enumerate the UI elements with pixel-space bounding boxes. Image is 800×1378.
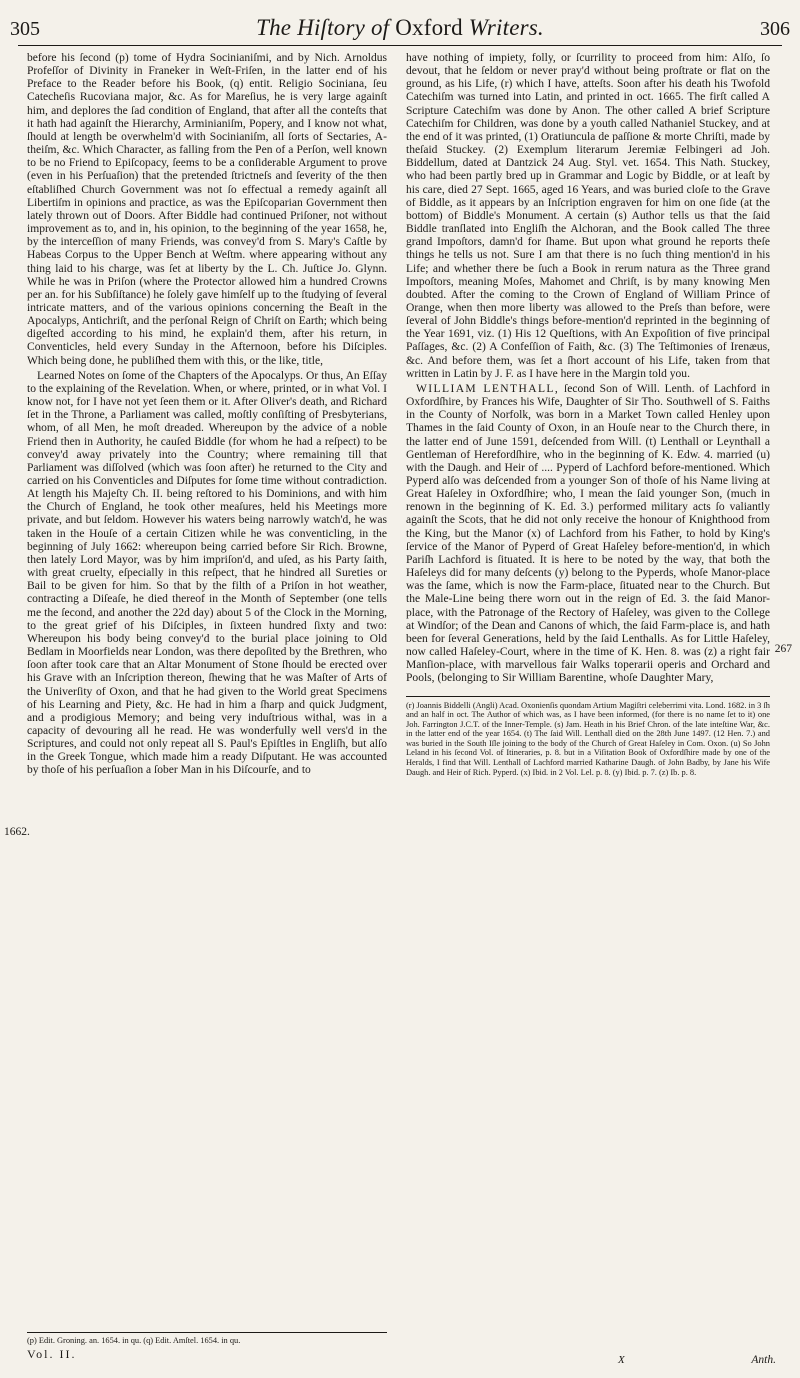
left-paragraph-1: before his ſecond (p) tome of Hydra Socinianiſmi, and by Nich. Arnoldus Profeſſor of Divinity in Franeker in Weſt-Friſen, in the latter end of his Preface to the Reader before his Book, (q) entit. Religio Sociniana, ſeu Catecheſis Rucoviana major, &c. As for Mareſius, he is very large againſt him, and deplores the ſad condition of England, that after all the conteſts that it hath had againſt the Hierarchy, Arminianiſm, Popery, and I know not what, ſhould at length be overwhelm'd with Socinianiſm, all ſorts of Sectaries, A-theiſm, &c. Which Character, as falling from the Pen of a Perſon, well known to be no Friend to Epiſcopacy, ſeems to be a conſiderable Argument to prove (even in his Perſuaſion) that the pretended ſtrictneſs and ſeverity of the then eſtabliſhed Church Government was not ſo effectual a remedy againſt all Libertiſm in opinions and practice, as was the Epiſcoparian Government then lately thrown out of Doors. After Biddle had continued Priſoner, not without improvement as to, and in, his opinion, to the beginning of the year 1658, he, by the interceſſion of many Friends, was convey'd from S. Mary's Caſtle by Habeas Corpus to the Upper Bench at Weſtm. where appearing without any thing laid to his charge, was ſet at liberty by the L. Ch. Juſtice Jo. Glynn. While he was in Priſon (where the Protector allowed him a hundred Crowns per an. for his Subſiſtance) he ſolely gave himſelf up to the ſtudying of ſeveral intricate matters, and of the various opinions concerning the Beaſt in the Apocalyps, Antichriſt, and the perſonal Reign of Chriſt on Earth; which being digeſted according to his mind, he explain'd them, after his return, in Conventicles, held every Sunday in the Afternoon, before his Diſciples. Which being done, he publiſhed them with this, or the like, title, <box>27 52 387 367</box>
left-footnote-rule <box>27 1332 387 1333</box>
left-footer <box>27 1332 387 1362</box>
left-footnote: (p) Edit. Groning. an. 1654. in qu. (q) Edit. Amſtel. 1654. in qu. <box>27 1336 241 1345</box>
running-title-part3: Writers. <box>462 15 544 40</box>
running-title <box>0 15 800 41</box>
running-title-part2: Oxford <box>395 15 463 40</box>
volume-signature: Vol. II. <box>27 1346 77 1361</box>
right-footnotes: (r) Joannis Biddelli (Angli) Acad. Oxonienſis quondam Artium Magiſtri celeberrimi vita. Lond. 1682. in 3 ſh and an half in oct. The Author of which was, as I have been informed, (for there is no name ſet to it) one Joh. Farrington J.C.T. of the Inner-Temple. (s) Jam. Heath in his Brief Chron. of the late inteſtine War, &c. in the latter end of the year 1654. (t) The ſaid Will. Lenthall died on the 28th June 1497. (12 Hen. 7.) and was buried in the South Iſle joining to the body of the Church of Great Haſeley in Com. Oxon. (u) So John Leland in his ſecond Vol. of Itineraries, p. 8. but in a Viſitation Book of Oxfordſhire made by one of the Heralds, I find that Will. Lenthall of Lachford married Katharine Daugh. of John Badby, by Jane his Wife Daugh. and Heir of Rich. Pyperd. (x) Ibid. in 2 Vol. Lel. p. 8. (y) Ibid. p. 7. (z) Ib. p. 8. <box>406 700 770 777</box>
entry-heading-text: ſecond Son of Will. Lenth. of Lachford in Oxfordſhire, by Frances his Wife, Daughter of Sir Tho. Southwell of S. Faiths in the County of Norfolk, was born in a Market Town called Henley upon Thames in the ſaid County of Oxon, in an Houſe near to the Church there, in the latter end of June 1591, deſcended from Will. (t) Lenthall or Leynthall a Gentleman of Herefordſhire, who in the beginning of K. Edw. 4. married (u) with the Daugh. and Heir of .... Pyperd of Lachford before-mentioned. Which Pyperd alſo was deſcended from a younger Son of thoſe of his Name living at Great Haſeley in Oxfordſhire; who, I mean the ſaid younger Son, (much in renown in the beginning of K. Ed. 3.) performed military acts ſo valiantly againſt the Scots, that he did not only receive the honour of Knighthood from the King, but the Manor (x) of Lachford from his Father, to hold by King's ſervice of the Manor of Pyperd of Great Haſeley before-mention'd, in which Pariſh Lachford is ſituated. It is here to be noted by the way, that both the Haſeleys did for many deſcents (y) belong to the Pyperds, whoſe Manor-place was the ſame, which is now the Farm-place, ſituated near to the Church. But the Male-Line being there worn out in the reign of Ed. 3. the ſaid Manor-place, with the Patronage of the Rectory of Haſeley, was given to the College at Windſor; of the Dean and Canons of which, the ſaid Farm-place is, and hath been for ſeveral Generations, held by the ſaid Lenthalls. As for Little Haſeley, now called Haſeley-Court, where in the time of K. Hen. 8. was (z) a right fair Manſion-place, with marvellous fair Walks toperarii operis and Orchard and Pools, (belonging to Sir William Barentine, whoſe Daughter Mary, <box>406 382 770 685</box>
left-column <box>27 52 387 780</box>
signature-mark: X <box>618 1354 625 1366</box>
catchword: Anth. <box>751 1354 776 1366</box>
running-title-part1: The Hiſtory of <box>256 15 396 40</box>
entry-heading <box>406 383 770 686</box>
right-footnote-rule <box>406 696 770 697</box>
page-number-left: 305 <box>10 18 40 40</box>
left-paragraph-2: Learned Notes on ſome of the Chapters of the Apocalyps. Or thus, An Eſſay to the explaining of the Revelation. When, or where, printed, or in what Vol. I know not, for I have not yet ſeen them or it. After Oliver's death, and Richard ſet in the Throne, a Parliament was called, moſtly conſiſting of Presbyterians, whom, of all Men, he moſt dreaded. Whereupon by the advice of a noble Friend then in Authority, he cauſed Biddle (for whom he had a reſpect) to be convey'd away privately into the Country; where remaining till that Parliament was diſſolved (which was ſoon after) he returned to the City and carried on his Conventicles and Diſputes for ſome time without contradiction. At length his Majeſty Ch. II. being reſtored to his Dominions, and with him the Church of England, he took other meaſures, held his Meetings more private, and but ſeldom. However his waters being narrowly watch'd, he was taken in the Houſe of a certain Citizen while he was conventicling, in the beginning of July 1662: whereupon being carried before Sir Rich. Browne, then lately Lord Mayor, was by him impriſon'd, and uſed, as his Party ſaith, with great cruelty, eſpecially in this reſpect, that he hindred all Sureties or Bail to be given for him. So that by the filth of a Priſon in hot weather, contracting a Diſeaſe, he died thereof in the Month of September (one tells me the ſecond, and another the 22d day) about 5 of the Clock in the Morning, to the great grief of his Diſciples, in ſixteen hundred ſixty and two: Whereupon his body being convey'd to the burial place joining to Old Bedlam in Moorfields near London, was there depoſited by the Brethren, who ſoon after took care that an Altar Monument of Stone ſhould be erected over his Grave with an Inſcription thereon, ſhewing that he was Maſter of Arts of the Univerſity of Oxon, and that he had given to the World great Specimens of his Learning and Piety, &c. He had in him a ſharp and quick Judgment, and a prodigious Memory; and being very induſtrious withal, was in a capacity of devouring all he read. He was wonderfully well vers'd in the Scriptures, and could not only repeat all S. Paul's Epiſtles in Engliſh, but alſo in the Greek Tongue, which made him a ready Diſputant. He was accounted by thoſe of his perſuaſion a ſober Man in his Diſcourſe, and to <box>27 369 387 777</box>
right-column <box>406 52 770 777</box>
head-rule <box>18 45 782 46</box>
margin-note-year: 1662. <box>4 826 30 838</box>
entry-heading-name: WILLIAM LENTHALL, <box>416 382 560 395</box>
right-paragraph-1: have nothing of impiety, folly, or ſcurrility to proceed from him: Alſo, ſo devout, that he ſeldom or never pray'd without being proſtrate or flat on the ground, as his Life, (r) which I have, atteſts. Soon after his death his Twofold Catechiſm was turned into Latin, and printed in oct. 1665. The firſt called A Scripture Catechiſm was done by Anon. The other called A brief Scripture Catechiſm for Children, was done by a youth called Nathaniel Stuckey, and at the end of it was printed, (1) Oratiuncula de paſſione & morte Chriſti, made by theſaid Stuckey. (2) Exemplum literarum Jeremiæ Felbingeri ad Joh. Biddellum, dated at Dantzick 24 Aug. Styl. vet. 1654. This Nath. Stuckey, who had been partly bred up in Grammar and Logic by Biddle, or at leaſt by his care, died 27 Sept. 1665, aged 16 Years, and was buried cloſe to the Grave of Biddle, as it appears by an Inſcription engraven for him on one ſide (at the bottom) of Biddle's Monument. A certain (s) Author tells us that the ſaid Biddle tranſlated into Engliſh the Alchoran, and the Book called The three grand Impoſtors, damn'd for ſhame. But upon what ground he reports theſe things he tells us not. Sure I am that there is no ſuch thing mention'd in his Life; and whether there be ſuch a Book in rerum natura as the Three grand Impoſtors, meaning Moſes, Mahomet and Chriſt, is by many knowing Men doubted. After the coming to the Crown of England of William Prince of Orange, when then more liberty was allowed to the Preſs than before, were ſeveral of John Biddle's things before-mention'd reprinted in the beginning of the Year 1691, viz. (1) His 12 Queſtions, with An Expoſition of five principal Paſſages, &c. (2) A Confeſſion of Faith, &c. (3) The Teſtimonies of Irenæus, &c. And before them, was ſet a ſhort account of his Life, taken from that written in Latin by J. F. as I have here in the Margin told you. <box>406 52 770 380</box>
page-number-right: 306 <box>760 18 790 40</box>
margin-note-number: 267 <box>774 643 792 655</box>
running-head <box>0 12 800 46</box>
